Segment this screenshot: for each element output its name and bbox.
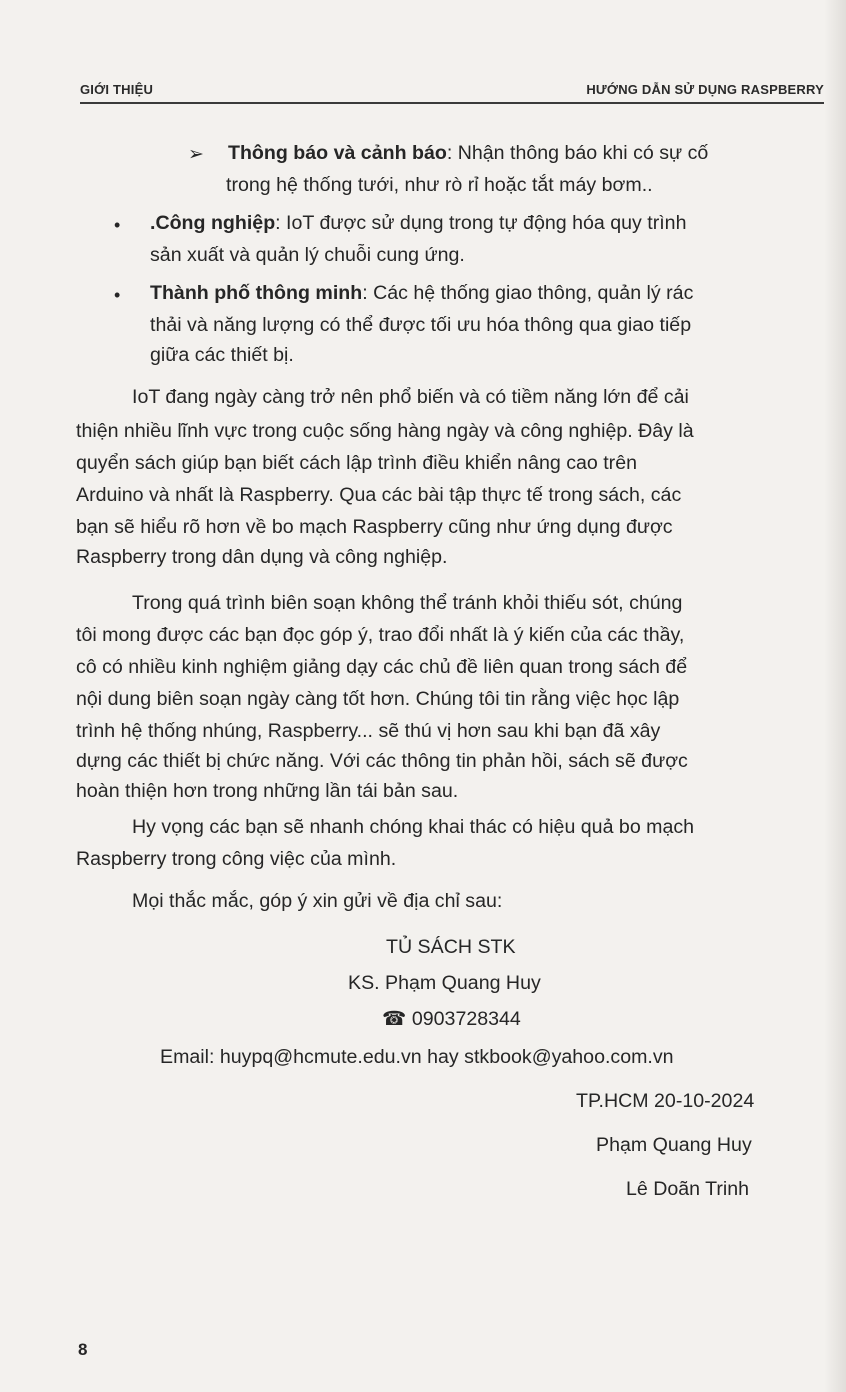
list-item-line: sản xuất và quản lý chuỗi cung ứng. — [150, 244, 465, 266]
paragraph-line: tôi mong được các bạn đọc góp ý, trao đổi nhất là ý kiến của các thầy, — [76, 624, 685, 646]
header-section-title: GIỚI THIỆU — [80, 82, 154, 97]
paragraph-line: nội dung biên soạn ngày càng tốt hơn. Chúng tôi tin rằng việc học lập — [76, 688, 680, 710]
contact-email: Email: huypq@hcmute.edu.vn hay stkbook@yahoo.com.vn — [160, 1046, 674, 1068]
bullet-icon: • — [114, 285, 121, 305]
list-item: Thông báo và cảnh báo: Nhận thông báo khi có sự cố — [228, 142, 709, 164]
paragraph-line: Raspberry trong công việc của mình. — [76, 848, 397, 870]
list-item-line: giữa các thiết bị. — [150, 344, 294, 366]
phone-icon: ☎ — [382, 1008, 407, 1030]
contact-person: KS. Phạm Quang Huy — [348, 972, 541, 994]
page-number: 8 — [78, 1340, 88, 1359]
paragraph-line: quyển sách giúp bạn biết cách lập trình điều khiển nâng cao trên — [76, 452, 637, 474]
paragraph-line: trình hệ thống nhúng, Raspberry... sẽ thú vị hơn sau khi bạn đã xây — [76, 720, 661, 742]
list-item: Thành phố thông minh: Các hệ thống giao thông, quản lý rác — [150, 282, 694, 304]
author-name: Lê Doãn Trinh — [626, 1178, 750, 1200]
paragraph-line: Hy vọng các bạn sẽ nhanh chóng khai thác có hiệu quả bo mạch — [132, 816, 695, 838]
author-name: Phạm Quang Huy — [596, 1134, 752, 1156]
header-book-title: HƯỚNG DẪN SỬ DỤNG RASPBERRY — [586, 82, 824, 97]
publisher-name: TỦ SÁCH STK — [386, 936, 516, 958]
contact-phone: ☎ 0903728344 — [382, 1008, 521, 1030]
bullet-icon: • — [114, 215, 121, 235]
list-item: .Công nghiệp: IoT được sử dụng trong tự động hóa quy trình — [150, 212, 687, 234]
paragraph-line: IoT đang ngày càng trở nên phổ biến và có tiềm năng lớn để cải — [132, 386, 689, 408]
paragraph-line: cô có nhiều kinh nghiệm giảng dạy các chủ đề liên quan trong sách để — [76, 656, 688, 678]
page-edge-shadow — [824, 0, 846, 1392]
paragraph-line: bạn sẽ hiểu rõ hơn về bo mạch Raspberry cũng như ứng dụng được — [76, 516, 673, 538]
paragraph-line: Trong quá trình biên soạn không thể tránh khỏi thiếu sót, chúng — [132, 592, 683, 614]
paragraph-line: Mọi thắc mắc, góp ý xin gửi về địa chỉ sau: — [132, 890, 503, 912]
paragraph-line: Arduino và nhất là Raspberry. Qua các bài tập thực tế trong sách, các — [76, 484, 682, 506]
list-item-line: thải và năng lượng có thể được tối ưu hóa thông qua giao tiếp — [150, 314, 692, 336]
paragraph-line: dựng các thiết bị chức năng. Với các thông tin phản hồi, sách sẽ được — [76, 750, 688, 772]
list-item-line: trong hệ thống tưới, như rò rỉ hoặc tắt máy bơm.. — [226, 174, 653, 196]
place-date: TP.HCM 20-10-2024 — [576, 1090, 755, 1112]
running-header — [80, 80, 824, 104]
paragraph-line: Raspberry trong dân dụng và công nghiệp. — [76, 546, 448, 568]
paragraph-line: hoàn thiện hơn trong những lần tái bản sau. — [76, 780, 459, 802]
arrow-bullet-icon: ➢ — [188, 144, 204, 165]
paragraph-line: thiện nhiều lĩnh vực trong cuộc sống hàng ngày và công nghiệp. Đây là — [76, 420, 694, 442]
